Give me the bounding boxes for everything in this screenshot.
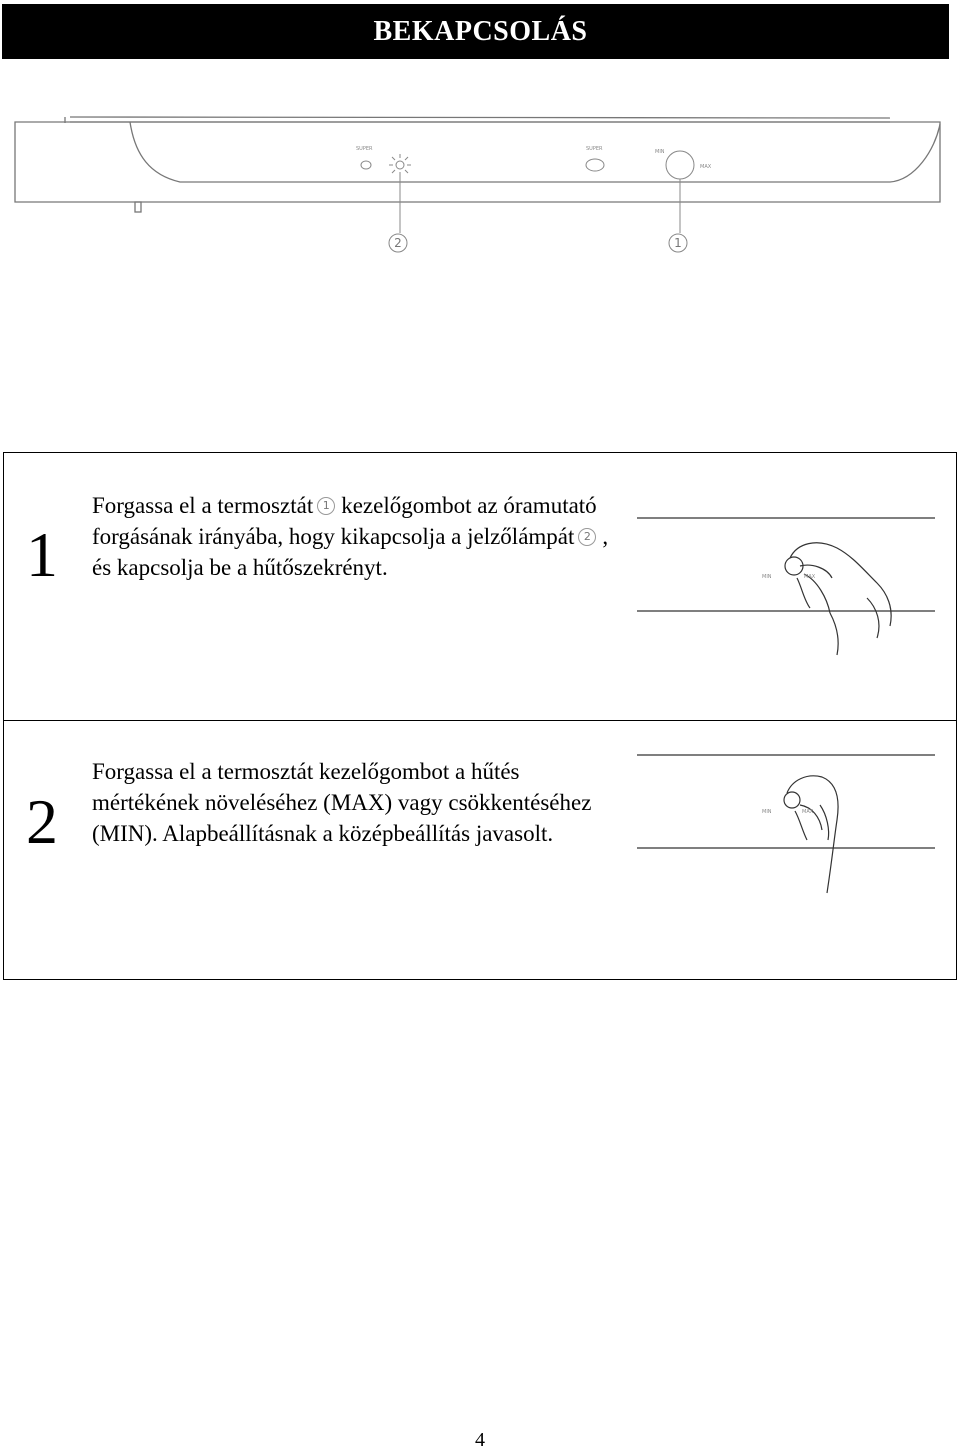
svg-text:MAX: MAX — [804, 574, 816, 580]
hand-turning-knob-illustration — [632, 508, 938, 658]
callout-2: 2 — [394, 236, 402, 250]
svg-text:MIN: MIN — [762, 809, 772, 815]
thermostat-knob — [666, 151, 694, 179]
panel-label-super-1: SUPER — [356, 146, 373, 152]
page-title: BEKAPCSOLÁS — [373, 16, 588, 47]
page-number: 4 — [475, 1429, 485, 1451]
super-button-2 — [586, 159, 604, 171]
step-text: Forgassa el a termosztát kezelőgombot a hűtés mértékének növeléséhez (MAX) vagy csökkentéséhez (MIN). Alapbeállításnak a középbeállítás javasolt. — [92, 759, 592, 846]
step-number: 1 — [26, 519, 58, 590]
svg-text:MAX: MAX — [802, 809, 814, 815]
panel-label-super-2: SUPER — [586, 146, 603, 152]
hand-turning-knob-illustration — [632, 745, 938, 895]
step-number: 2 — [26, 786, 58, 857]
step-text: Forgassa el a termosztát 1 kezelőgombot az óramutató forgásának irányába, hogy kikapcsolja a jelzőlámpát 2 , és kapcsolja be a hűtőszekrényt. — [92, 493, 609, 580]
panel-label-min: MIN — [655, 149, 665, 155]
badge-2-icon: 2 — [578, 528, 596, 546]
control-panel-diagram — [10, 110, 945, 260]
steps-table — [3, 452, 957, 980]
step-row-1 — [4, 453, 956, 721]
super-button-1 — [361, 161, 371, 169]
step-row-2 — [4, 720, 956, 979]
panel-label-max: MAX — [700, 164, 712, 170]
badge-1-icon: 1 — [317, 497, 335, 515]
callout-1: 1 — [674, 236, 682, 250]
indicator-light-icon — [389, 154, 411, 176]
svg-text:MIN: MIN — [762, 574, 772, 580]
title-bar — [2, 4, 949, 59]
